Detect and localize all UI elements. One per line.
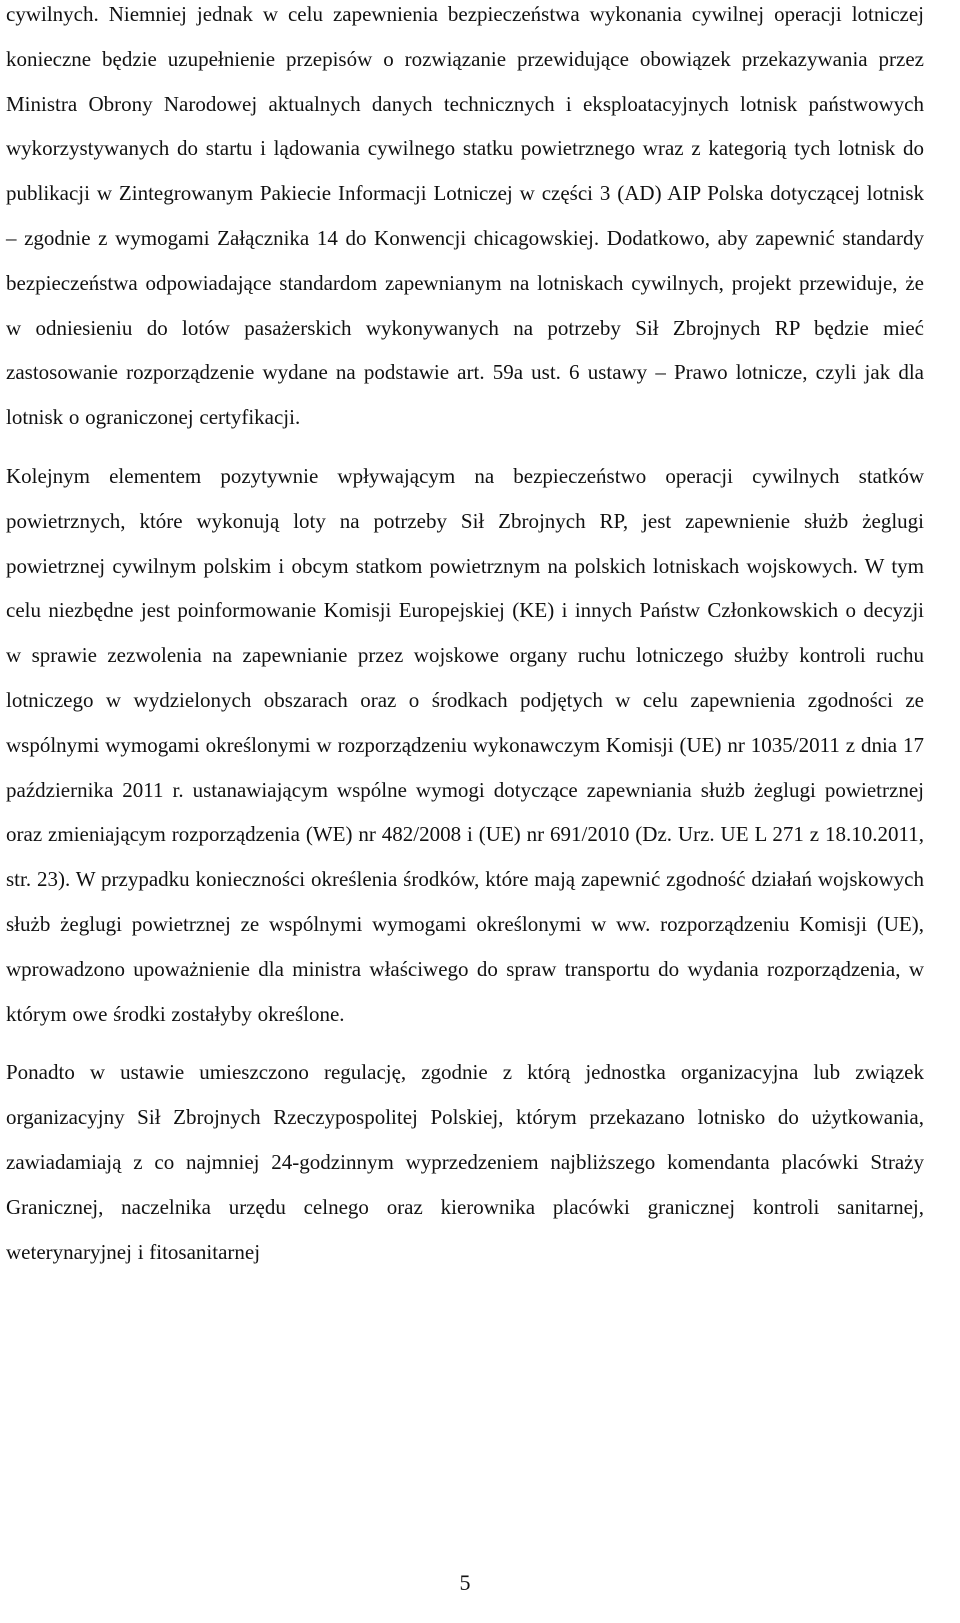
paragraph-3: Ponadto w ustawie umieszczono regulację, zgodnie z którą jednostka organizacyjna lub związek organizacyjny Sił Zbrojnych Rzeczypospolitej Polskiej, którym przekazano lotnisko do użytkowania, zawiadamiają z co najmniej 24-godzinnym wyprzedzeniem najbliższego komendanta placówki Straży Granicznej, naczelnika urzędu celnego oraz kierownika placówki granicznej kontroli sanitarnej, weterynaryjnej i fitosanitarnej: [6, 1060, 924, 1264]
paragraph-1: cywilnych. Niemniej jednak w celu zapewnienia bezpieczeństwa wykonania cywilnej operacji lotniczej konieczne będzie uzupełnienie przepisów o rozwiązanie przewidujące obowiązek przekazywania przez Ministra Obrony Narodowej aktualnych danych technicznych i eksploatacyjnych lotnisk państwowych wykorzystywanych do startu i lądowania cywilnego statku powietrznego wraz z kategorią tych lotnisk do publikacji w Zintegrowanym Pakiecie Informacji Lotniczej w części 3 (AD) AIP Polska dotyczącej lotnisk – zgodnie z wymogami Załącznika 14 do Konwencji chicagowskiej. Dodatkowo, aby zapewnić standardy bezpieczeństwa odpowiadające standardom zapewnianym na lotniskach cywilnych, projekt przewiduje, że w odniesieniu do lotów pasażerskich wykonywanych na potrzeby Sił Zbrojnych RP będzie mieć zastosowanie rozporządzenie wydane na podstawie art. 59a ust. 6 ustawy – Prawo lotnicze, czyli jak dla lotnisk o ograniczonej certyfikacji.: [6, 2, 924, 430]
document-body: [6, 0, 924, 1274]
document-page: [6, 0, 924, 1623]
page-number: 5: [459, 1570, 471, 1595]
paragraph-2: Kolejnym elementem pozytywnie wpływającym na bezpieczeństwo operacji cywilnych statków powietrznych, które wykonują loty na potrzeby Sił Zbrojnych RP, jest zapewnienie służb żeglugi powietrznej cywilnym polskim i obcym statkom powietrznym na polskich lotniskach wojskowych. W tym celu niezbędne jest poinformowanie Komisji Europejskiej (KE) i innych Państw Członkowskich o decyzji w sprawie zezwolenia na zapewnianie przez wojskowe organy ruchu lotniczego służby kontroli ruchu lotniczego w wydzielonych obszarach oraz o środkach podjętych w celu zapewnienia zgodności ze wspólnymi wymogami określonymi w rozporządzeniu wykonawczym Komisji (UE) nr 1035/2011 z dnia 17 października 2011 r. ustanawiającym wspólne wymogi dotyczące zapewniania służb żeglugi powietrznej oraz zmieniającym rozporządzenia (WE) nr 482/2008 i (UE) nr 691/2010 (Dz. Urz. UE L 271 z 18.10.2011, str. 23). W przypadku konieczności określenia środków, które mają zapewnić zgodność działań wojskowych służb żeglugi powietrznej ze wspólnymi wymogami określonymi w ww. rozporządzeniu Komisji (UE), wprowadzono upoważnienie dla ministra właściwego do spraw transportu do wydania rozporządzenia, w którym owe środki zostałyby określone.: [6, 463, 924, 1026]
